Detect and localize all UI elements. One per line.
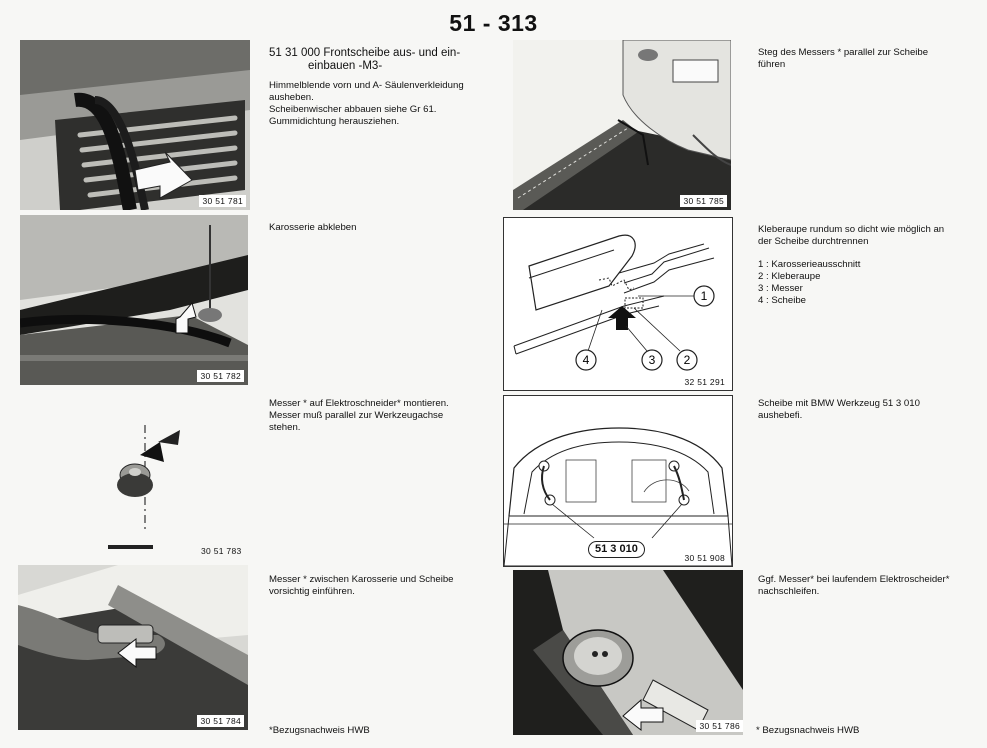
legend-item: 2 : Kleberaupe xyxy=(758,271,821,282)
instruction-line: Steg des Messers * parallel zur Scheibe xyxy=(758,47,929,58)
instruction-line: Kleberaupe rundum so dicht wie möglich an xyxy=(758,224,945,235)
section-heading-cont: einbauen -M3- xyxy=(308,60,383,72)
section-mount-knife xyxy=(269,398,497,434)
callout-3: 3 xyxy=(648,353,656,367)
instruction-line: Karosserie abkleben xyxy=(269,222,357,233)
figure-number: 30 51 782 xyxy=(197,370,244,382)
figure-number: 30 51 786 xyxy=(696,720,743,732)
instruction-line: Scheibenwischer abbauen siehe Gr 61. xyxy=(269,104,437,115)
figure-number: 30 51 783 xyxy=(201,546,242,556)
photo-grind-knife xyxy=(513,570,743,735)
figure-number: 30 51 908 xyxy=(681,552,728,564)
figure-number: 30 51 785 xyxy=(680,195,727,207)
section-lift-windshield xyxy=(758,398,978,422)
instruction-line: Scheibe mit BMW Werkzeug 51 3 010 xyxy=(758,398,920,409)
callout-1: 1 xyxy=(700,289,708,303)
legend-list xyxy=(758,259,983,307)
legend-item: 1 : Karosserieausschnitt xyxy=(758,259,861,270)
tool-number-label: 51 3 010 xyxy=(588,541,645,558)
instruction-line: nachschleifen. xyxy=(758,586,820,597)
section-grind-knife xyxy=(758,574,983,598)
figure-number: 32 51 291 xyxy=(681,376,728,388)
instruction-line: ausheben. xyxy=(269,92,314,103)
instruction-line: Messer muß parallel zur Werkzeugachse xyxy=(269,410,444,421)
instruction-line: führen xyxy=(758,59,786,70)
instruction-line: stehen. xyxy=(269,422,301,433)
page-number: 51 - 313 xyxy=(449,10,538,36)
section-remove-windshield xyxy=(269,47,497,128)
photo-insert-knife xyxy=(18,565,248,730)
photo-knife-parallel xyxy=(513,40,731,210)
section-insert-knife xyxy=(269,574,497,598)
callout-4: 4 xyxy=(582,353,590,367)
instruction-line: Messer * zwischen Karosserie und Scheibe xyxy=(269,574,454,585)
photo-taping-body xyxy=(20,215,248,385)
section-heading: 51 31 000 Frontscheibe aus- und ein- xyxy=(269,47,461,59)
section-guide-knife xyxy=(758,47,978,71)
photo-wiper-grille xyxy=(20,40,250,210)
instruction-line: Himmelblende vorn und A- Säulenverkleidung xyxy=(269,80,464,91)
section-tape-body xyxy=(269,222,497,234)
instruction-line: Ggf. Messer* bei laufendem Elektroscheider* xyxy=(758,574,950,585)
legend-item: 3 : Messer xyxy=(758,283,803,294)
figure-number: 30 51 781 xyxy=(199,195,246,207)
figure-number: 30 51 784 xyxy=(197,715,244,727)
legend-item: 4 : Scheibe xyxy=(758,295,807,306)
footnote-right: * Bezugsnachweis HWB xyxy=(756,725,860,736)
footnote-left: *Bezugsnachweis HWB xyxy=(269,725,370,736)
instruction-line: Messer * auf Elektroschneider* montieren. xyxy=(269,398,449,409)
drawing-knife-mount xyxy=(20,400,248,565)
instruction-line: der Scheibe durchtrennen xyxy=(758,236,869,247)
instruction-line: aushebefi. xyxy=(758,410,803,421)
diagram-cut-adhesive xyxy=(503,217,733,391)
callout-2: 2 xyxy=(683,353,691,367)
diagram-lift-windshield xyxy=(503,395,733,567)
instruction-line: Gummidichtung herausziehen. xyxy=(269,116,400,127)
section-cut-adhesive xyxy=(758,224,983,307)
instruction-line: vorsichtig einführen. xyxy=(269,586,355,597)
